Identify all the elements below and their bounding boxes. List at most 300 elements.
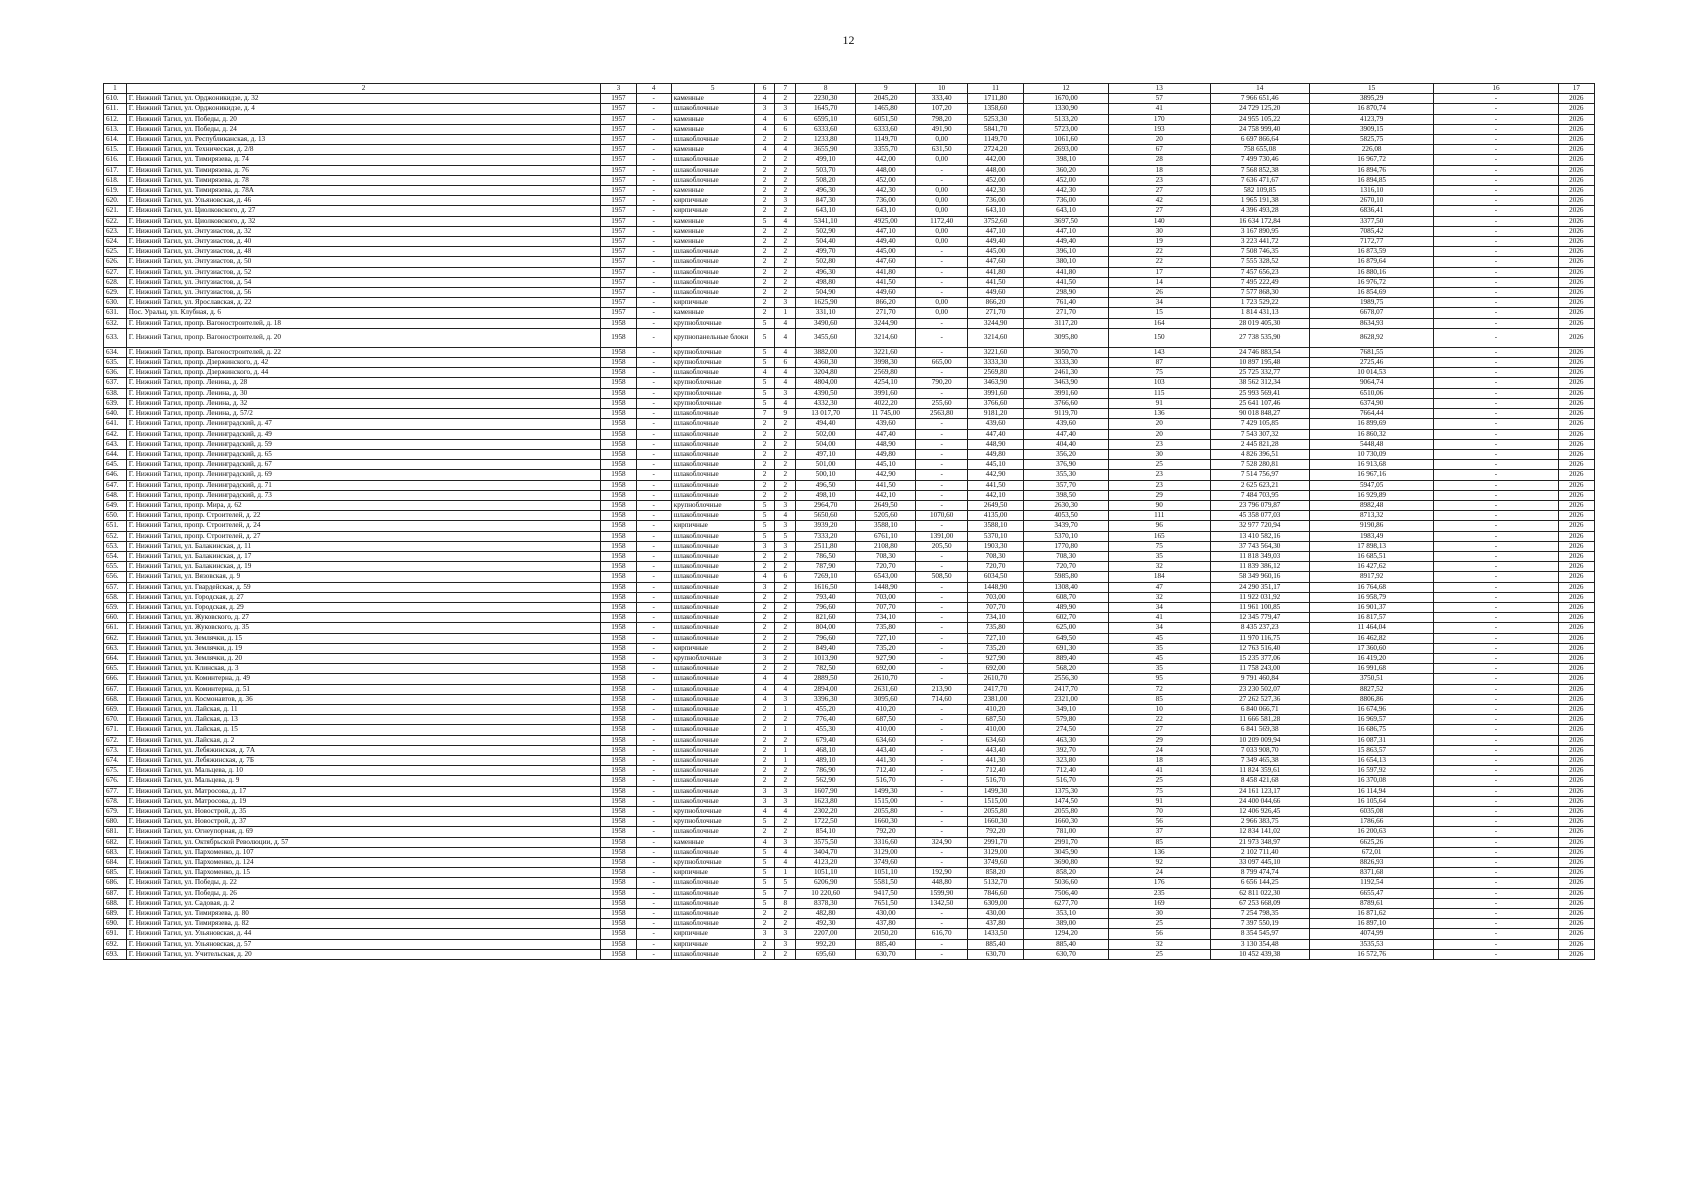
table-cell: 661. [104, 623, 127, 633]
table-cell: - [636, 247, 671, 257]
table-cell: - [916, 807, 968, 817]
table-cell: 2 [775, 551, 796, 561]
table-cell: 502,90 [796, 226, 856, 236]
table-cell: 648. [104, 490, 127, 500]
column-header: 8 [796, 84, 856, 94]
table-cell: 2 [775, 909, 796, 919]
table-cell: - [1434, 308, 1558, 318]
table-row [104, 308, 1595, 318]
table-cell: 7 499 730,46 [1210, 155, 1309, 165]
table-cell: 1391,00 [916, 531, 968, 541]
table-cell: - [1434, 786, 1558, 796]
table-cell: - [636, 776, 671, 786]
table-cell: 2026 [1558, 328, 1594, 347]
table-cell: 16 685,51 [1309, 551, 1433, 561]
table-cell: 3752,60 [968, 216, 1024, 226]
table-cell: 2 625 623,21 [1210, 480, 1309, 490]
table-cell: 5 [754, 398, 775, 408]
table-cell: 643,10 [856, 206, 916, 216]
table-cell: 1957 [601, 206, 636, 216]
table-cell: 1616,50 [796, 582, 856, 592]
table-cell: 642. [104, 429, 127, 439]
table-cell: 735,80 [968, 623, 1024, 633]
table-cell: - [916, 470, 968, 480]
table-cell: - [916, 460, 968, 470]
table-cell: 16 462,82 [1309, 633, 1433, 643]
table-cell: 885,40 [1024, 939, 1109, 949]
table-cell: - [916, 582, 968, 592]
table-cell: 3333,30 [968, 358, 1024, 368]
table-cell: 2 [754, 237, 775, 247]
table-cell: Г. Нижний Тагил, пропр. Ленинградский, д. 59 [126, 439, 601, 449]
table-cell: 8713,32 [1309, 511, 1433, 521]
table-cell: 356,20 [1024, 449, 1109, 459]
table-cell: 274,50 [1024, 725, 1109, 735]
table-cell: 441,50 [856, 480, 916, 490]
table-cell: 22 [1108, 715, 1210, 725]
table-cell: 2026 [1558, 500, 1594, 510]
table-cell: 5 [754, 847, 775, 857]
table-cell: 714,60 [916, 694, 968, 704]
table-cell: шлакоблочные [671, 511, 754, 521]
table-cell: 23 [1108, 175, 1210, 185]
table-cell: - [1434, 358, 1558, 368]
table-cell: 5 [754, 868, 775, 878]
table-cell: 193 [1108, 124, 1210, 134]
table-cell: 2026 [1558, 216, 1594, 226]
table-row [104, 318, 1595, 328]
table-cell: - [1434, 429, 1558, 439]
table-cell: шлакоблочные [671, 572, 754, 582]
table-cell: - [1434, 745, 1558, 755]
table-row [104, 521, 1595, 531]
table-cell: 140 [1108, 216, 1210, 226]
table-cell: 667. [104, 684, 127, 694]
table-cell: 441,30 [856, 756, 916, 766]
table-cell: 2991,70 [1024, 837, 1109, 847]
table-cell: 792,20 [856, 827, 916, 837]
table-row [104, 725, 1595, 735]
table-cell: - [636, 419, 671, 429]
table-cell: - [1434, 145, 1558, 155]
table-cell: - [636, 490, 671, 500]
table-cell: шлакоблочные [671, 562, 754, 572]
table-cell: Г. Нижний Тагил, ул. Победы, д. 20 [126, 114, 601, 124]
table-cell: 27 [1108, 725, 1210, 735]
table-cell: Г. Нижний Тагил, пропр. Ленинградский, д. 73 [126, 490, 601, 500]
table-cell: шлакоблочные [671, 582, 754, 592]
table-cell: 2556,30 [1024, 674, 1109, 684]
table-cell: - [1434, 551, 1558, 561]
table-cell: 2026 [1558, 694, 1594, 704]
table-cell: 3396,30 [796, 694, 856, 704]
table-cell: 442,30 [856, 186, 916, 196]
table-row [104, 756, 1595, 766]
table-cell: 2026 [1558, 827, 1594, 837]
table-cell: - [1434, 704, 1558, 714]
table-cell: - [916, 419, 968, 429]
table-cell: 10 014,53 [1309, 368, 1433, 378]
table-cell: 10 730,09 [1309, 449, 1433, 459]
table-row [104, 460, 1595, 470]
table-row [104, 592, 1595, 602]
table-cell: - [1434, 175, 1558, 185]
table-cell: 38 562 312,34 [1210, 378, 1309, 388]
table-cell: 2 [775, 643, 796, 653]
table-cell: - [636, 847, 671, 857]
table-cell: 15 863,57 [1309, 745, 1433, 755]
table-cell: Г. Нижний Тагил, ул. Балакинская, д. 17 [126, 551, 601, 561]
table-cell: 14 [1108, 277, 1210, 287]
table-cell: 5947,05 [1309, 480, 1433, 490]
table-cell: - [916, 288, 968, 298]
table-cell: 8826,93 [1309, 858, 1433, 868]
table-cell: 7085,42 [1309, 226, 1433, 236]
table-cell: 3690,80 [1024, 858, 1109, 868]
table-cell: 442,00 [856, 155, 916, 165]
table-cell: 448,80 [916, 878, 968, 888]
table-cell: - [636, 919, 671, 929]
table-cell: 7846,60 [968, 888, 1024, 898]
table-cell: 654. [104, 551, 127, 561]
table-cell: 1061,60 [1024, 135, 1109, 145]
table-cell: 7651,50 [856, 898, 916, 908]
table-row [104, 653, 1595, 663]
table-cell: 3045,90 [1024, 847, 1109, 857]
table-cell: Г. Нижний Тагил, ул. Балакинская, д. 19 [126, 562, 601, 572]
table-cell: - [636, 521, 671, 531]
table-cell: 5 [754, 858, 775, 868]
table-cell: 11 758 243,00 [1210, 664, 1309, 674]
table-cell: 2 [775, 653, 796, 663]
table-cell: 449,40 [856, 237, 916, 247]
table-cell: 1958 [601, 694, 636, 704]
table-cell: 498,80 [796, 277, 856, 287]
table-cell: - [636, 237, 671, 247]
table-cell: 2 [775, 613, 796, 623]
table-cell: 33 097 445,10 [1210, 858, 1309, 868]
table-cell: 628. [104, 277, 127, 287]
table-cell: 1 814 431,13 [1210, 308, 1309, 318]
table-cell: 1957 [601, 247, 636, 257]
table-cell: 2055,80 [968, 807, 1024, 817]
table-cell: 720,70 [1024, 562, 1109, 572]
table-cell: 847,30 [796, 196, 856, 206]
table-cell: 502,00 [796, 429, 856, 439]
table-cell: 2 [775, 664, 796, 674]
table-cell: 1330,90 [1024, 104, 1109, 114]
table-cell: 2026 [1558, 196, 1594, 206]
table-cell: 2 [754, 909, 775, 919]
table-cell: 16 114,94 [1309, 786, 1433, 796]
table-cell: 665. [104, 664, 127, 674]
table-cell: - [636, 480, 671, 490]
table-row [104, 175, 1595, 185]
table-cell: 2 [775, 267, 796, 277]
table-cell: 2026 [1558, 674, 1594, 684]
table-cell: 4254,10 [856, 378, 916, 388]
table-cell: - [1434, 470, 1558, 480]
table-cell: шлакоблочные [671, 786, 754, 796]
table-cell: 1342,50 [916, 898, 968, 908]
table-cell: 610. [104, 94, 127, 104]
table-cell: - [636, 725, 671, 735]
table-cell: 4804,00 [796, 378, 856, 388]
table-cell: - [1434, 328, 1558, 347]
table-row [104, 562, 1595, 572]
table-cell: 447,10 [856, 226, 916, 236]
table-cell: 24 161 123,17 [1210, 786, 1309, 796]
table-cell: 3316,60 [856, 837, 916, 847]
table-cell: 1474,50 [1024, 796, 1109, 806]
table-cell: 7 568 852,38 [1210, 165, 1309, 175]
table-cell: 4 [775, 684, 796, 694]
table-cell: 2026 [1558, 551, 1594, 561]
table-cell: - [1434, 500, 1558, 510]
table-cell: 6595,10 [796, 114, 856, 124]
table-cell: 23 [1108, 480, 1210, 490]
table-cell: 1607,90 [796, 786, 856, 796]
table-cell: 634,60 [856, 735, 916, 745]
table-cell: 632. [104, 318, 127, 328]
table-cell: 11 824 359,61 [1210, 766, 1309, 776]
table-cell: - [1434, 602, 1558, 612]
table-row [104, 602, 1595, 612]
table-cell: 1958 [601, 318, 636, 328]
table-cell: 5 [754, 500, 775, 510]
table-cell: - [1434, 206, 1558, 216]
table-cell: 2026 [1558, 409, 1594, 419]
table-cell: 643,10 [796, 206, 856, 216]
table-cell: 27 [1108, 186, 1210, 196]
table-cell: 9 [775, 409, 796, 419]
table-cell: 1711,80 [968, 94, 1024, 104]
table-row [104, 247, 1595, 257]
table-cell: 2 [754, 257, 775, 267]
table-cell: шлакоблочные [671, 247, 754, 257]
table-cell: 1051,10 [796, 868, 856, 878]
table-cell: 17 360,60 [1309, 643, 1433, 653]
table-row [104, 94, 1595, 104]
table-cell: 16 879,64 [1309, 257, 1433, 267]
table-cell: Г. Нижний Тагил, пропр. Строителей, д. 24 [126, 521, 601, 531]
table-cell: - [1434, 378, 1558, 388]
table-cell: 619. [104, 186, 127, 196]
table-cell: 3 [754, 929, 775, 939]
table-cell: - [916, 909, 968, 919]
table-cell: - [1434, 114, 1558, 124]
table-cell: 10 897 195,48 [1210, 358, 1309, 368]
table-row [104, 786, 1595, 796]
table-cell: 4925,00 [856, 216, 916, 226]
table-cell: 2511,80 [796, 541, 856, 551]
table-cell: 866,20 [856, 298, 916, 308]
table-cell: 2026 [1558, 521, 1594, 531]
table-cell: 7664,44 [1309, 409, 1433, 419]
table-cell: 657. [104, 582, 127, 592]
table-row [104, 267, 1595, 277]
table-row [104, 288, 1595, 298]
table-cell: шлакоблочные [671, 684, 754, 694]
table-cell: шлакоблочные [671, 470, 754, 480]
table-cell: 1599,90 [916, 888, 968, 898]
table-cell: 2 [775, 277, 796, 287]
table-cell: 1958 [601, 613, 636, 623]
table-cell: 67 253 668,09 [1210, 898, 1309, 908]
table-cell: 16 991,68 [1309, 664, 1433, 674]
table-cell: 3749,60 [968, 858, 1024, 868]
table-cell: 4135,00 [968, 511, 1024, 521]
table-cell: 1989,75 [1309, 298, 1433, 308]
table-cell: - [636, 267, 671, 277]
table-cell: 631,50 [916, 145, 968, 155]
table-cell: 497,10 [796, 449, 856, 459]
table-cell: 22 [1108, 257, 1210, 267]
table-row [104, 541, 1595, 551]
table-cell: 10 452 439,38 [1210, 949, 1309, 959]
table-cell: 1957 [601, 114, 636, 124]
table-cell: 2563,80 [916, 409, 968, 419]
table-cell: каменные [671, 837, 754, 847]
table-cell: 5 [754, 511, 775, 521]
table-cell: - [1434, 368, 1558, 378]
table-cell: - [636, 368, 671, 378]
table-cell: - [916, 633, 968, 643]
table-cell: 441,30 [968, 756, 1024, 766]
table-cell: 660. [104, 613, 127, 623]
table-cell: - [916, 551, 968, 561]
table-cell: - [636, 572, 671, 582]
table-cell: 8789,61 [1309, 898, 1433, 908]
table-cell: - [916, 919, 968, 929]
table-cell: 2026 [1558, 378, 1594, 388]
table-cell: 2026 [1558, 237, 1594, 247]
table-cell: 9190,86 [1309, 521, 1433, 531]
table-cell: - [1434, 776, 1558, 786]
table-cell: шлакоблочные [671, 368, 754, 378]
table-row [104, 827, 1595, 837]
table-cell: 62 811 022,30 [1210, 888, 1309, 898]
table-cell: 0,00 [916, 226, 968, 236]
table-cell: 170 [1108, 114, 1210, 124]
table-cell: 16 674,96 [1309, 704, 1433, 714]
table-cell: - [916, 613, 968, 623]
table-cell: - [1434, 104, 1558, 114]
table-cell: 656. [104, 572, 127, 582]
table-cell: 641. [104, 419, 127, 429]
table-cell: 15 235 377,06 [1210, 653, 1309, 663]
table-cell: Г. Нижний Тагил, ул. Новострой, д. 37 [126, 817, 601, 827]
table-cell: 2026 [1558, 623, 1594, 633]
table-cell: - [636, 807, 671, 817]
table-cell: - [916, 653, 968, 663]
table-cell: 13 017,70 [796, 409, 856, 419]
table-cell: - [1434, 155, 1558, 165]
table-cell: 1515,00 [856, 796, 916, 806]
table-cell: 2026 [1558, 135, 1594, 145]
table-cell: 3 130 354,48 [1210, 939, 1309, 949]
table-cell: 5 [775, 878, 796, 888]
table-cell: 2 [775, 562, 796, 572]
table-cell: 5 [775, 531, 796, 541]
table-cell: 4 [775, 145, 796, 155]
table-cell: шлакоблочные [671, 409, 754, 419]
table-cell: 613. [104, 124, 127, 134]
table-cell: 927,90 [856, 653, 916, 663]
table-cell: 442,30 [1024, 186, 1109, 196]
table-cell: 5370,10 [1024, 531, 1109, 541]
table-cell: - [636, 551, 671, 561]
table-cell: 1958 [601, 368, 636, 378]
table-cell: 2 [775, 135, 796, 145]
table-cell: шлакоблочные [671, 165, 754, 175]
table-cell: 24 758 999,40 [1210, 124, 1309, 134]
table-cell: - [1434, 878, 1558, 888]
table-cell: 2026 [1558, 247, 1594, 257]
table-row [104, 104, 1595, 114]
table-cell: - [916, 267, 968, 277]
table-cell: 854,10 [796, 827, 856, 837]
table-cell: - [636, 858, 671, 868]
table-cell: 165 [1108, 531, 1210, 541]
table-cell: 24 [1108, 868, 1210, 878]
table-cell: 1958 [601, 470, 636, 480]
table-cell: 3244,90 [856, 318, 916, 328]
table-cell: 2 [754, 949, 775, 959]
table-cell: - [636, 500, 671, 510]
table-cell: 2026 [1558, 847, 1594, 857]
table-cell: 0,00 [916, 135, 968, 145]
table-cell: - [636, 206, 671, 216]
table-cell: 2026 [1558, 318, 1594, 328]
table-cell: 2889,50 [796, 674, 856, 684]
table-cell: 2649,50 [856, 500, 916, 510]
table-cell: 442,00 [968, 155, 1024, 165]
table-cell: 1957 [601, 94, 636, 104]
table-cell: 3 [754, 786, 775, 796]
table-cell: 90 018 848,27 [1210, 409, 1309, 419]
table-cell: - [1434, 398, 1558, 408]
table-cell: 630,70 [1024, 949, 1109, 959]
table-cell: - [1434, 419, 1558, 429]
table-cell: каменные [671, 94, 754, 104]
table-cell: - [916, 796, 968, 806]
table-cell: 1958 [601, 439, 636, 449]
table-cell: шлакоблочные [671, 602, 754, 612]
table-row [104, 216, 1595, 226]
table-cell: - [636, 715, 671, 725]
table-cell: 23 [1108, 470, 1210, 480]
table-cell: Г. Нижний Тагил, ул. Тимирязева, д. 78А [126, 186, 601, 196]
table-cell: 17 [1108, 267, 1210, 277]
table-cell: - [916, 247, 968, 257]
table-cell: 633. [104, 328, 127, 347]
table-cell: Г. Нижний Тагил, ул. Городская, д. 27 [126, 592, 601, 602]
table-cell: 3095,60 [856, 694, 916, 704]
table-cell: 449,80 [968, 449, 1024, 459]
table-cell: 24 729 125,20 [1210, 104, 1309, 114]
table-cell: 736,00 [856, 196, 916, 206]
table-cell: 3766,60 [968, 398, 1024, 408]
table-cell: 2026 [1558, 817, 1594, 827]
table-cell: Г. Нижний Тагил, ул. Мальцева, д. 9 [126, 776, 601, 786]
table-cell: 2026 [1558, 429, 1594, 439]
table-cell: 437,80 [968, 919, 1024, 929]
table-cell: 4 [754, 94, 775, 104]
table-cell: 7 484 703,95 [1210, 490, 1309, 500]
table-cell: 681. [104, 827, 127, 837]
table-row [104, 165, 1595, 175]
